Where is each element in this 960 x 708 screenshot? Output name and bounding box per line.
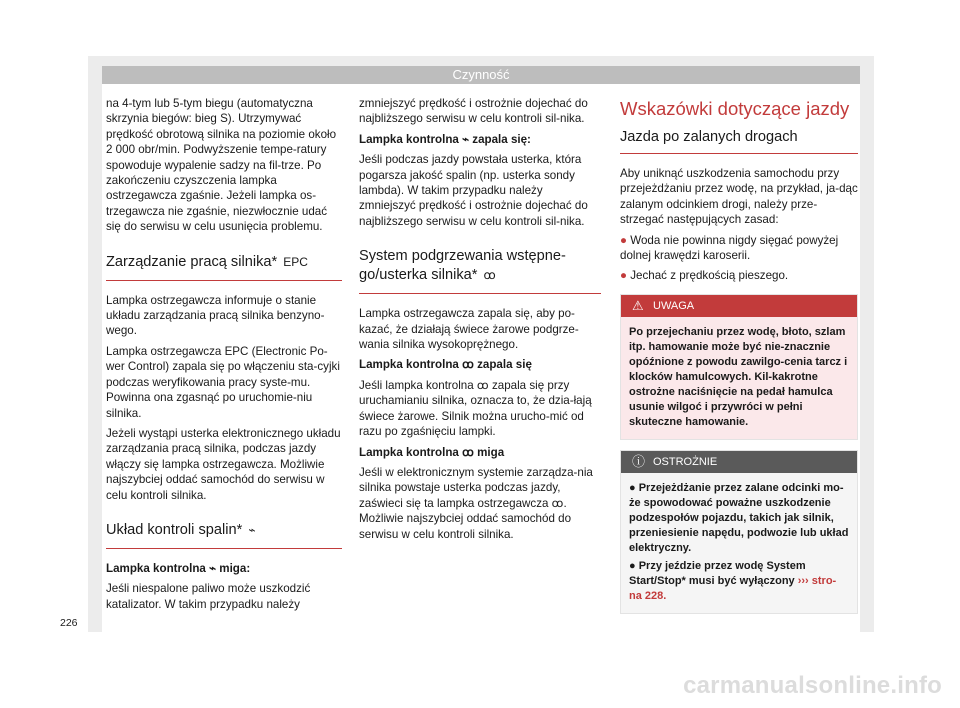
section-title: Wskazówki dotyczące jazdy [620,98,850,119]
list-item: ● Przejeżdżanie przez zalane odcinki mo-że spowodować poważne uszkodzenie podzespołów pojazdu, takich jak silnik, przeniesienie napędu, podwozie lub układ elektryczny. [629,481,849,554]
heading-epc [106,253,342,281]
heading-spaliny [106,521,342,549]
caution-box [620,450,858,614]
paragraph: Jeżeli wystąpi usterka elektronicznego układu zarządzania pracą silnika, podczas jazdy włączy się lampka ostrzegawcza. Możliwie najszybciej oddać samochód do serwisu w celu kontroli silnika. [106,426,341,502]
warning-triangle-icon: ⚠ [632,297,644,313]
heading-glow [359,247,601,294]
paragraph: Lampka ostrzegawcza EPC (Electronic Po-wer Control) zapala się po włączeniu sta-cyjki podczas weryfikowania pracy syste-mu. Powinna ona zgasnąć po uruchomie-niu silnika. [106,344,340,420]
heading-text: System podgrzewania wstępne-go/usterka silnika* [359,248,566,284]
paragraph: Jeśli podczas jazdy powstała usterka, która pogarsza jakość spalin (np. usterka sondy lambda). W takim przypadku należy zmniejszyć prędkość i ostrożnie dojechać do najbliższego serwisu w celu kontroli sil-nika. [359,153,588,228]
watermark: carmanualsonline.info [683,672,942,699]
warning-label: UWAGA [653,299,695,312]
caution-label: OSTROŻNIE [653,455,718,468]
subheading: Lampka kontrolna ꝏ zapala się [359,358,532,372]
column-left [106,96,342,617]
bullet-icon: ● [620,233,628,247]
bullet-icon: ● [629,559,636,572]
paragraph: Lampka ostrzegawcza zapala się, aby po-kazać, że działają świece żarowe podgrze-wania silnika wysokoprężnego. [359,307,579,352]
list-item: ● Przy jeździe przez wodę System Start/Stop* musi być wyłączony ››› stro-na 228. [629,559,837,602]
bullet-icon: ● [629,481,636,494]
page-link[interactable]: stro-na 228. [629,574,837,602]
paragraph: Jeśli w elektronicznym systemie zarządza-nia silnika powstaje usterka podczas jazdy, zaświeci się ta lampka ostrzegawcza ꝏ. Możliwie najszybciej oddać samochód do serwisu w celu kontroli silnika. [359,465,593,541]
epc-icon: EPC [283,254,308,269]
engine-icon: ⌁ [248,522,256,537]
caution-header [621,451,857,473]
subheading: Lampka kontrolna ⌁ miga: [106,561,251,575]
link-arrow-icon[interactable]: ››› [797,574,809,587]
section-subtitle: Jazda po zalanych drogach [620,128,858,154]
warning-header [621,295,857,317]
column-middle [359,96,601,547]
list-item: ● Woda nie powinna nigdy sięgać powyżej dolnej krawędzi karoserii. [620,233,839,263]
page-number: 226 [60,617,78,629]
subheading: Lampka kontrolna ꝏ miga [359,445,505,459]
heading-text: Zarządzanie pracą silnika* [106,253,278,270]
paragraph: Jeśli niespalone paliwo może uszkodzić katalizator. W takim przypadku należy [106,582,311,611]
glow-plug-icon: ꝏ [483,268,496,283]
paragraph: Aby uniknąć uszkodzenia samochodu przy przejeżdżaniu przez wodę, na przykład, ja-dąc zalanym odcinkiem drogi, należy prze-strzegać następujących zasad: [620,167,858,227]
paragraph: na 4-tym lub 5-tym biegu (automatyczna skrzynia biegów: bieg S). Utrzymywać prędkość obrotową silnika na poziomie około 2 000 obr/min. Podwyższenie tempe-ratury spowoduje wypalenie sadzy na fil-trze. Po zakończeniu czyszczenia lampka ostrzegawcza zgaśnie. Jeżeli lampka os-trzegawcza nie zgaśnie, niezwłocznie udać się do serwisu w celu usunięcia problemu. [106,97,337,234]
bullet-icon: ● [620,269,628,283]
paragraph: zmniejszyć prędkość i ostrożnie dojechać do najbliższego serwisu w celu kontroli sil-nika. [359,97,588,126]
list-item: ● Jechać z prędkością pieszego. [620,269,789,283]
paragraph: Jeśli lampka kontrolna ꝏ zapala się przy uruchamianiu silnika, oznacza to, że dzia-łają świece żarowe. Silnik można urucho-mić od razu po zgaśnięciu lampki. [359,378,592,439]
caution-body [621,473,857,613]
warning-box [620,294,858,440]
paragraph: Lampka ostrzegawcza informuje o stanie układu zarządzania pracą silnika benzyno-wego. [106,293,325,338]
heading-text: Układ kontroli spalin* [106,521,243,538]
section-header: Czynność [102,66,860,84]
subheading: Lampka kontrolna ⌁ zapala się: [359,132,531,146]
warning-text: Po przejechaniu przez wodę, błoto, szlam itp. hamowanie może być nie-znacznie opóźnione z powodu zawilgo-cenia tarcz i klocków hamulcowych. Kil-kakrotne ostrożne naciśnięcie na pedał hamulca usunie wilgoć i przywróci w pełni skuteczne hamowanie. [621,317,857,439]
column-right [620,96,858,614]
info-circle-icon: ⓘ [632,453,646,469]
